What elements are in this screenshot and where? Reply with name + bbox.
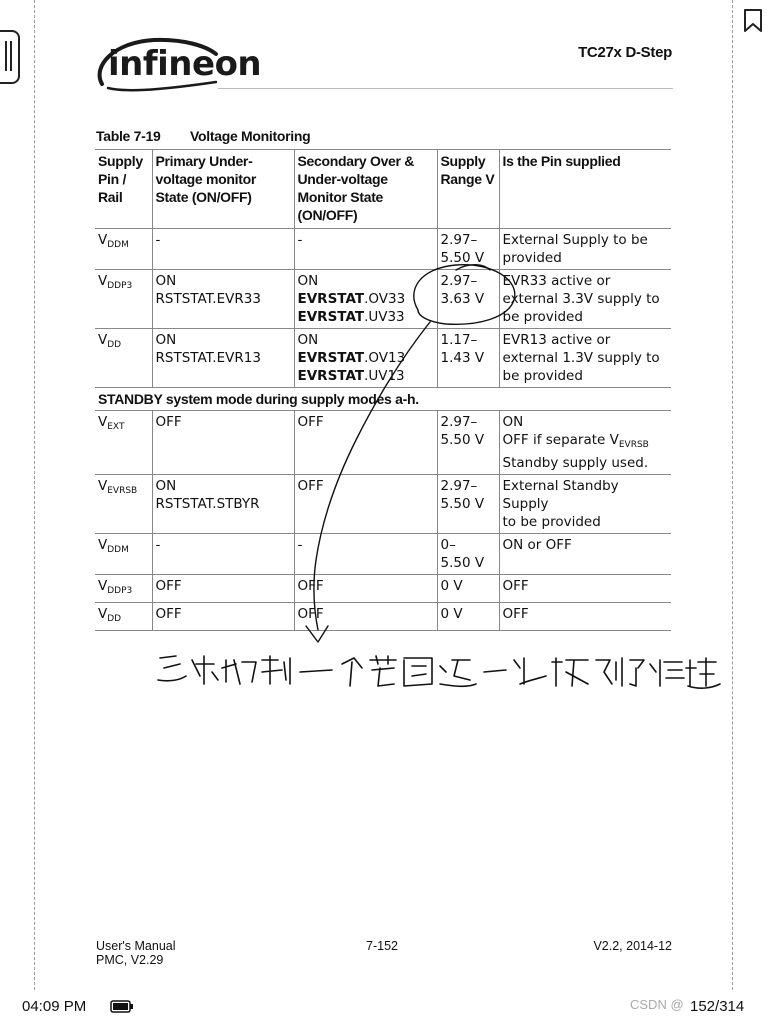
supply-range-cell bbox=[437, 475, 499, 534]
primary-monitor-text: OFF bbox=[155, 606, 182, 622]
secondary-monitor-cell bbox=[294, 575, 437, 603]
supply-range-cell bbox=[437, 603, 499, 631]
secondary-monitor-text: .UV13 bbox=[364, 368, 405, 384]
supply-range-text: 2.97– bbox=[440, 478, 478, 494]
table-title: Voltage Monitoring bbox=[190, 128, 311, 144]
secondary-monitor-text: OFF bbox=[297, 414, 324, 430]
supplied-post: Standby supply used. bbox=[502, 455, 649, 471]
pin-supplied-cell bbox=[499, 229, 671, 270]
primary-monitor-text: OFF bbox=[155, 578, 182, 594]
table-row bbox=[95, 534, 671, 575]
pin-supplied-text: ON or OFF bbox=[502, 537, 572, 553]
table-row bbox=[95, 229, 671, 270]
primary-monitor-text: RSTSTAT.EVR33 bbox=[155, 291, 261, 307]
supply-range-text: 0 V bbox=[440, 606, 463, 622]
secondary-monitor-text: - bbox=[297, 537, 303, 553]
manual-version: PMC, V2.29 bbox=[96, 953, 164, 967]
pin-name: V bbox=[98, 578, 108, 594]
primary-monitor-cell bbox=[152, 534, 294, 575]
supply-range-text: 5.50 V bbox=[440, 496, 485, 512]
supply-range-cell bbox=[437, 575, 499, 603]
watermark: CSDN @ bbox=[630, 997, 684, 1012]
primary-monitor-text: RSTSTAT.EVR13 bbox=[155, 350, 261, 366]
primary-monitor-cell bbox=[152, 229, 294, 270]
supply-range-text: 3.63 V bbox=[440, 291, 485, 307]
pin-subscript: EXT bbox=[107, 422, 125, 432]
pin-supplied-text: to be provided bbox=[502, 514, 601, 530]
pin-name: V bbox=[98, 273, 108, 289]
primary-monitor-text: RSTSTAT.STBYR bbox=[155, 496, 260, 512]
secondary-monitor-cell bbox=[294, 534, 437, 575]
pin-supplied-cell bbox=[499, 411, 671, 475]
table-row bbox=[95, 411, 671, 475]
status-time: 04:09 PM bbox=[22, 998, 87, 1015]
voltage-monitoring-table bbox=[95, 149, 671, 631]
secondary-monitor-text: OFF bbox=[297, 606, 324, 622]
pin-supplied-cell bbox=[499, 603, 671, 631]
section-row bbox=[95, 388, 671, 411]
primary-monitor-text: ON bbox=[155, 273, 177, 289]
secondary-monitor-cell bbox=[294, 603, 437, 631]
primary-monitor-cell bbox=[152, 329, 294, 388]
table-header-row bbox=[95, 150, 671, 229]
section-label: STANDBY system mode during supply modes a-h. bbox=[95, 388, 671, 411]
pin-supplied-cell bbox=[499, 329, 671, 388]
supply-range-text: 0– bbox=[440, 537, 456, 553]
register-name: EVRSTAT bbox=[297, 368, 365, 384]
pin-cell bbox=[95, 329, 152, 388]
pin-supplied-text bbox=[503, 432, 649, 448]
supply-range-cell bbox=[437, 270, 499, 329]
pin-supplied-text: ON bbox=[502, 414, 524, 430]
pin-name: V bbox=[98, 414, 108, 430]
supply-range-cell bbox=[437, 329, 499, 388]
primary-monitor-cell bbox=[152, 603, 294, 631]
pin-name: V bbox=[98, 232, 108, 248]
footer-page-number: 7-152 bbox=[366, 939, 398, 953]
pin-supplied-text: external 1.3V supply to bbox=[502, 350, 660, 366]
secondary-monitor-text: .OV13 bbox=[364, 350, 406, 366]
secondary-monitor-text: .UV33 bbox=[364, 309, 405, 325]
secondary-monitor-cell bbox=[294, 411, 437, 475]
pin-cell bbox=[95, 534, 152, 575]
pin-subscript: DD bbox=[107, 614, 122, 624]
logo-text: infineon bbox=[108, 44, 262, 84]
column-header: Supply Range V bbox=[437, 150, 499, 229]
primary-monitor-text: ON bbox=[155, 332, 177, 348]
supply-range-text: 5.50 V bbox=[440, 555, 485, 571]
column-header: Primary Under-voltage monitor State (ON/OFF) bbox=[152, 150, 294, 229]
pin-supplied-text: External Standby Supply bbox=[502, 478, 619, 512]
table-row bbox=[95, 329, 671, 388]
pin-supplied-text: be provided bbox=[502, 368, 583, 384]
primary-monitor-cell bbox=[152, 475, 294, 534]
table-row bbox=[95, 475, 671, 534]
left-margin-line bbox=[34, 0, 35, 990]
secondary-monitor-text: OFF bbox=[297, 478, 324, 494]
secondary-monitor-text: - bbox=[297, 232, 303, 248]
column-header: Supply Pin / Rail bbox=[95, 150, 152, 229]
pin-supplied-text: External Supply to be bbox=[502, 232, 648, 248]
table-row bbox=[95, 270, 671, 329]
secondary-monitor-text: ON bbox=[297, 273, 319, 289]
pin-supplied-cell bbox=[499, 575, 671, 603]
secondary-monitor-cell bbox=[294, 229, 437, 270]
supply-range-text: 2.97– bbox=[440, 414, 478, 430]
bookmark-icon[interactable] bbox=[742, 8, 764, 34]
pin-name: V bbox=[98, 332, 108, 348]
secondary-monitor-text: OFF bbox=[297, 578, 324, 594]
pin-name: V bbox=[98, 537, 108, 553]
battery-icon bbox=[110, 1000, 134, 1013]
supplied-subscript: EVRSB bbox=[618, 440, 649, 450]
pin-cell bbox=[95, 603, 152, 631]
register-name: EVRSTAT bbox=[297, 309, 365, 325]
pin-supplied-text: OFF bbox=[502, 606, 529, 622]
primary-monitor-cell bbox=[152, 270, 294, 329]
secondary-monitor-text: ON bbox=[297, 332, 319, 348]
primary-monitor-text: - bbox=[155, 232, 161, 248]
pin-cell bbox=[95, 411, 152, 475]
supply-range-cell bbox=[437, 229, 499, 270]
pin-supplied-text: EVR13 active or bbox=[502, 332, 611, 348]
header-rule bbox=[218, 88, 673, 89]
pin-cell bbox=[95, 270, 152, 329]
pin-name: V bbox=[98, 606, 108, 622]
secondary-monitor-text: .OV33 bbox=[364, 291, 406, 307]
pin-subscript: DDM bbox=[107, 545, 129, 555]
secondary-monitor-cell bbox=[294, 329, 437, 388]
register-name: EVRSTAT bbox=[297, 291, 365, 307]
manual-title: User's Manual bbox=[96, 939, 176, 953]
pin-subscript: DDP3 bbox=[107, 586, 133, 596]
register-name: EVRSTAT bbox=[297, 350, 365, 366]
footer-manual bbox=[96, 939, 176, 967]
pin-subscript: DD bbox=[107, 340, 122, 350]
pin-cell bbox=[95, 475, 152, 534]
pin-subscript: EVRSB bbox=[107, 486, 138, 496]
pin-cell bbox=[95, 575, 152, 603]
pin-name: V bbox=[98, 478, 108, 494]
supply-range-cell bbox=[437, 534, 499, 575]
supply-range-text: 2.97– bbox=[440, 232, 478, 248]
supply-range-text: 5.50 V bbox=[440, 432, 485, 448]
supply-range-text: 5.50 V bbox=[440, 250, 485, 266]
table-caption bbox=[96, 128, 310, 144]
supply-range-text: 1.43 V bbox=[440, 350, 485, 366]
column-header: Is the Pin supplied bbox=[499, 150, 671, 229]
secondary-monitor-cell bbox=[294, 475, 437, 534]
pin-supplied-text: external 3.3V supply to bbox=[502, 291, 660, 307]
document-id: TC27x D-Step bbox=[578, 44, 672, 61]
pin-supplied-text: OFF bbox=[502, 578, 529, 594]
side-panel-handle-icon[interactable] bbox=[0, 30, 20, 84]
supply-range-text: 2.97– bbox=[440, 273, 478, 289]
pin-supplied-cell bbox=[499, 475, 671, 534]
table-row bbox=[95, 603, 671, 631]
table-row bbox=[95, 575, 671, 603]
footer-version: V2.2, 2014-12 bbox=[593, 939, 672, 953]
primary-monitor-cell bbox=[152, 575, 294, 603]
primary-monitor-cell bbox=[152, 411, 294, 475]
right-margin-line bbox=[732, 0, 733, 990]
supply-range-cell bbox=[437, 411, 499, 475]
pin-subscript: DDM bbox=[107, 240, 129, 250]
page-counter[interactable]: 152/314 bbox=[690, 998, 745, 1015]
column-header: Secondary Over & Under-voltage Monitor State (ON/OFF) bbox=[294, 150, 437, 229]
pin-supplied-cell bbox=[499, 534, 671, 575]
pin-cell bbox=[95, 229, 152, 270]
pin-supplied-text: EVR33 active or bbox=[502, 273, 611, 289]
supplied-pre: OFF if separate V bbox=[502, 432, 619, 448]
table-number: Table 7-19 bbox=[96, 128, 161, 144]
primary-monitor-text: OFF bbox=[155, 414, 182, 430]
primary-monitor-text: ON bbox=[155, 478, 177, 494]
pin-supplied-text: be provided bbox=[502, 309, 583, 325]
pin-supplied-text: provided bbox=[502, 250, 562, 266]
primary-monitor-text: - bbox=[155, 537, 161, 553]
pin-supplied-cell bbox=[499, 270, 671, 329]
supply-range-text: 1.17– bbox=[440, 332, 478, 348]
supply-range-text: 0 V bbox=[440, 578, 463, 594]
pin-subscript: DDP3 bbox=[107, 281, 133, 291]
secondary-monitor-cell bbox=[294, 270, 437, 329]
